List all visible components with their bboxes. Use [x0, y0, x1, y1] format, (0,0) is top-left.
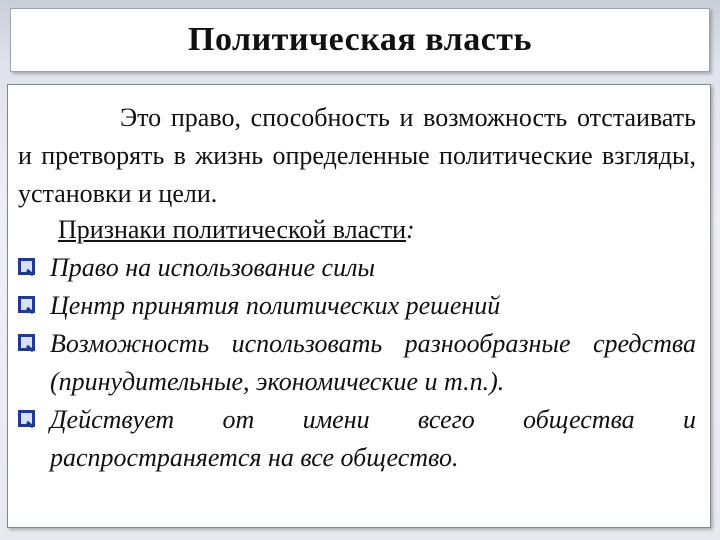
content-panel	[7, 84, 711, 528]
definition-text: Это право, способность и возможность отстаивать и претворять в жизнь определенные политические взгляды, установки и цели.	[18, 103, 696, 208]
checkbox-bullet-icon	[18, 296, 35, 313]
list-item-text: Возможность использовать разнообразные средства (принудительные, экономические и т.п.).	[50, 329, 696, 396]
list-item-text: Право на использование силы	[50, 253, 376, 282]
list-item	[18, 287, 696, 325]
title-panel	[10, 8, 710, 72]
signs-list	[18, 249, 696, 477]
list-item-text: Центр принятия политических решений	[50, 291, 501, 320]
signs-heading-text: Признаки политической власти	[58, 215, 406, 244]
signs-heading	[58, 211, 415, 249]
slide-title: Политическая власть	[188, 21, 532, 58]
checkbox-bullet-icon	[18, 334, 35, 351]
list-item-text: Действует от имени всего общества и распространяется на все общество.	[50, 405, 696, 472]
checkbox-bullet-icon	[18, 410, 35, 427]
list-item	[18, 325, 696, 401]
list-item	[18, 401, 696, 477]
list-item	[18, 249, 696, 287]
checkbox-bullet-icon	[18, 258, 35, 275]
signs-heading-colon: :	[406, 215, 415, 244]
